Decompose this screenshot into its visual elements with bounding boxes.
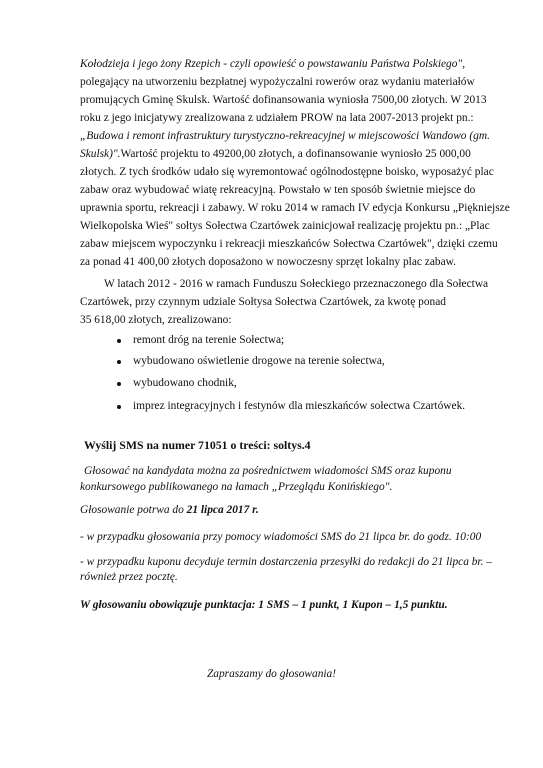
voting-deadline	[80, 503, 259, 517]
sms-rule: - w przypadku głosowania przy pomocy wiadomości SMS do 21 lipca br. do godz. 10:00	[80, 531, 482, 543]
paragraph1-line-12: za ponad 41 400,00 złotych doposażono w nowoczesny sprzęt lokalny plac zabaw.	[80, 256, 456, 268]
bullet-item-1: remont dróg na terenie Sołectwa;	[133, 334, 285, 346]
paragraph1-line-4: roku z jego inicjatywy zrealizowana z udziałem PROW na lata 2007-2013 projekt pn.:	[80, 112, 474, 124]
scoring-rule: W głosowaniu obowiązuje punktacja: 1 SMS – 1 punkt, 1 Kupon – 1,5 punktu.	[80, 599, 448, 611]
paragraph1-line-1: Kołodzieja i jego żony Rzepich - czyli opowieść o powstawaniu Państwa Polskiego",	[80, 58, 466, 70]
bullet-item-4: imprez integracyjnych i festynów dla mieszkańców sołectwa Czartówek.	[133, 400, 466, 412]
paragraph1-line-2: polegający na utworzeniu bezpłatnej wypożyczalni rowerów oraz wydaniu materiałów	[80, 76, 475, 88]
coupon-rule-line-1: - w przypadku kuponu decyduje termin dostarczenia przesyłki do redakcji do 21 lipca br. –	[80, 556, 492, 568]
bullet-icon	[117, 382, 121, 386]
deadline-prefix: Głosowanie potrwa do	[80, 504, 187, 516]
bullet-item-2: wybudowano oświetlenie drogowe na terenie sołectwa,	[133, 355, 385, 367]
paragraph2-line-3: 35 618,00 złotych, zrealizowano:	[80, 314, 232, 326]
paragraph1-line-8: zabaw oraz wybudować wiatę rekreacyjną. Powstało w ten sposób świetnie miejsce do	[80, 184, 476, 196]
project-location-end: Skulsk)".	[80, 148, 121, 160]
paragraph1-line-3: promujących Gminę Skulsk. Wartość dofinansowania wyniosła 7500,00 złotych. W 2013	[80, 94, 487, 106]
voting-info-line-2: konkursowego publikowanego na łamach „Przeglądu Konińskiego".	[80, 481, 393, 493]
paragraph2-line-2: Czartówek, przy czynnym udziale Sołtysa Sołectwa Czartówek, za kwotę ponad	[80, 296, 446, 308]
paragraph2-line-1: W latach 2012 - 2016 w ramach Funduszu Sołeckiego przeznaczonego dla Sołectwa	[104, 278, 489, 290]
paragraph1-line-6	[80, 147, 471, 161]
paragraph1-line-9: uprawnia sportu, rekreacji i zabawy. W roku 2014 w ramach IV edycja Konkursu „Piękniejsze	[80, 202, 510, 214]
bullet-icon	[117, 339, 121, 343]
voting-info-line-1: Głosować na kandydata można za pośrednictwem wiadomości SMS oraz kuponu	[84, 465, 452, 477]
project-value-text: Wartość projektu to 49200,00 złotych, a dofinansowanie wyniosło 25 000,00	[120, 148, 471, 160]
paragraph1-line-7: złotych. Z tych środków udało się wyremontować ogólnodostępne boisko, wyposażyć plac	[80, 166, 494, 178]
coupon-rule-line-2: również przez pocztę.	[80, 571, 178, 583]
paragraph1-line-10: Wielkopolska Wieś" sołtys Sołectwa Czartówek zainicjował realizację projektu pn.: „Plac	[80, 220, 490, 232]
paragraph1-line-11: zabaw miejscem wypoczynku i rekreacji mieszkańców Sołectwa Czartówek", dzięki czemu	[80, 238, 498, 250]
bullet-item-3: wybudowano chodnik,	[133, 377, 237, 389]
bullet-icon	[117, 405, 121, 409]
deadline-date: 21 lipca 2017 r.	[186, 504, 259, 516]
closing-invitation: Zapraszamy do głosowania!	[206, 668, 337, 680]
paragraph1-line-5: „Budowa i remont infrastruktury turystyczno-rekreacyjnej w miejscowości Wandowo (gm.	[80, 130, 490, 142]
bullet-icon	[117, 360, 121, 364]
sms-instruction: Wyślij SMS na numer 71051 o treści: soltys.4	[84, 438, 311, 452]
